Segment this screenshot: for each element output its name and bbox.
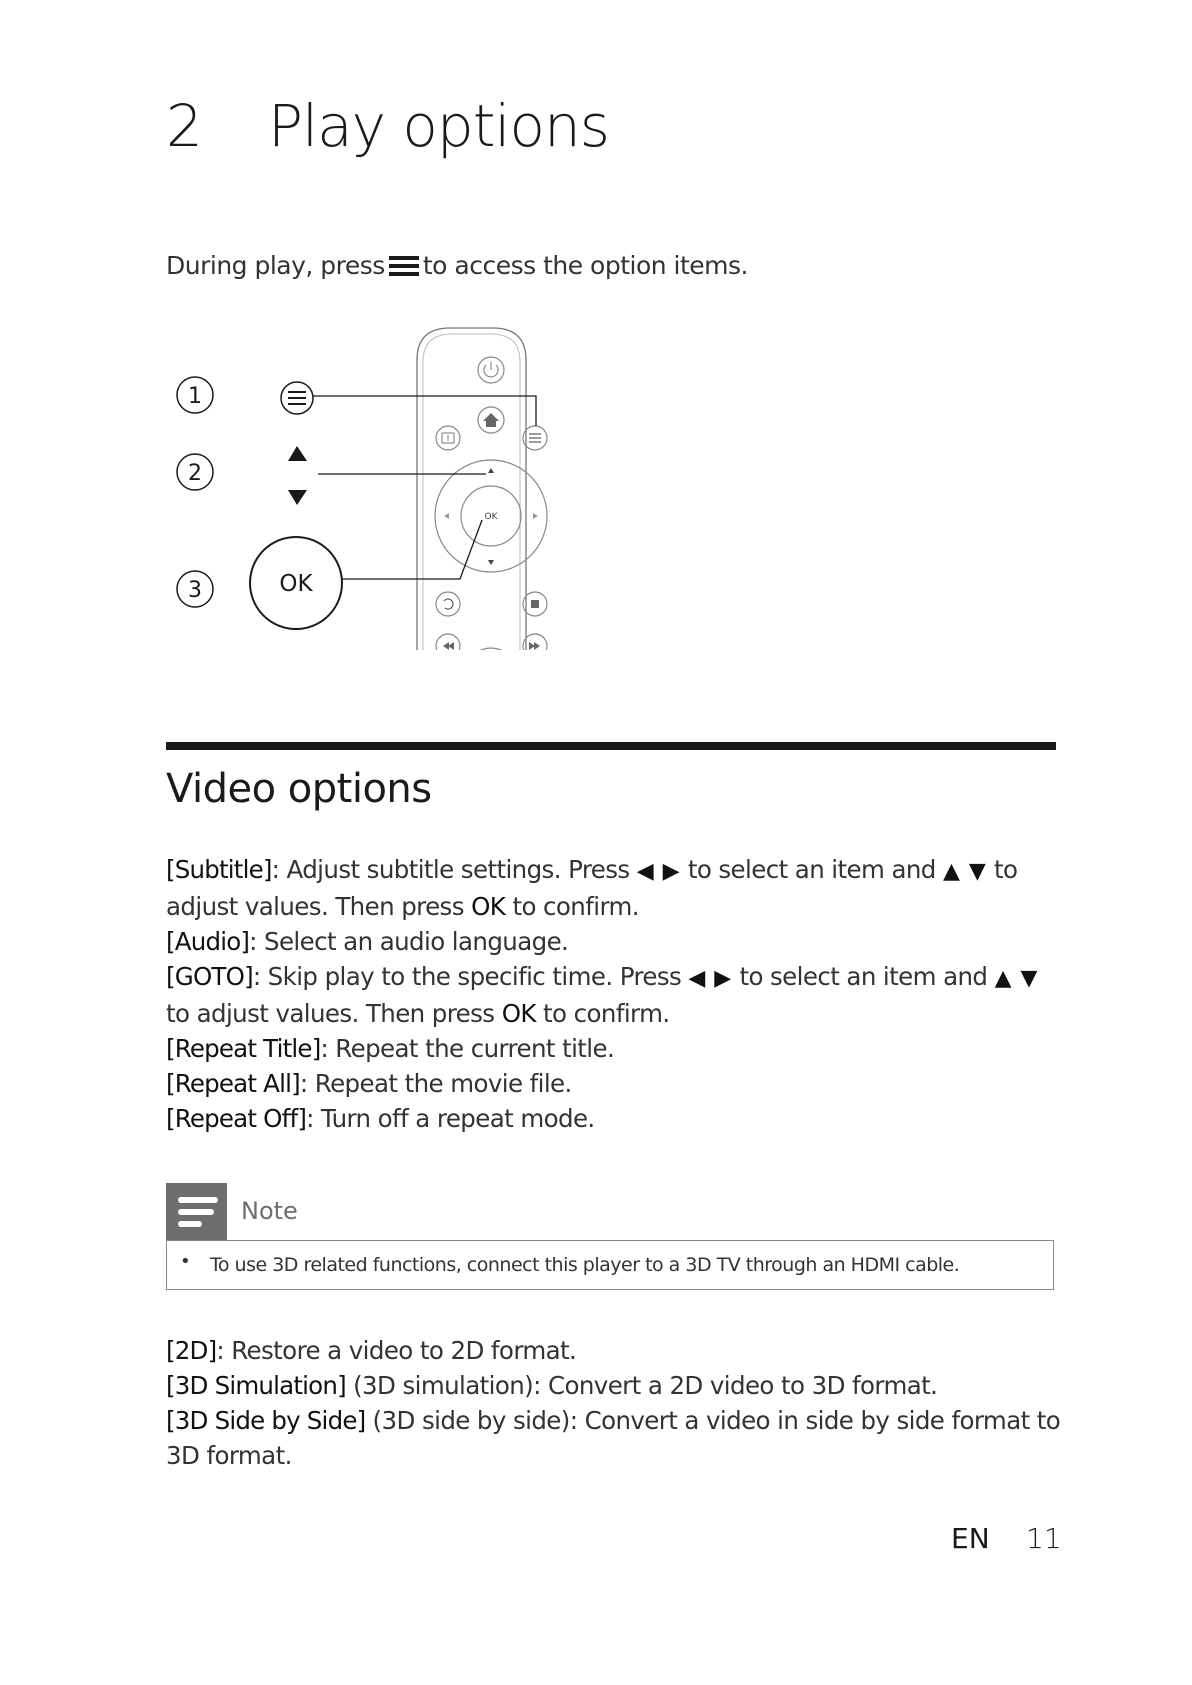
ok-label: OK: [279, 571, 313, 597]
option-key: [2D]: [166, 1336, 217, 1365]
menu-icon: [389, 254, 419, 283]
option-key: [Repeat Off]: [166, 1104, 307, 1133]
option-key: [Audio]: [166, 927, 250, 956]
left-right-arrows-icon: ◀ ▶: [636, 859, 681, 884]
footer-language: EN: [951, 1522, 990, 1555]
option-repeat-off: [Repeat Off]: Turn off a repeat mode.: [166, 1104, 595, 1133]
remote-control: [400, 328, 550, 660]
left-right-arrows-icon: ◀ ▶: [688, 966, 733, 991]
up-down-arrows-icon: ▲ ▼: [942, 859, 987, 884]
dpad-up-icon: [488, 468, 494, 473]
callout-3: [177, 571, 213, 607]
intro-after: to access the option items.: [422, 251, 749, 280]
option-goto: [GOTO]: Skip play to the specific time. Press ◀ ▶ to select an item and ▲ ▼ to adjust values. Then press OK to confirm.: [166, 962, 1039, 1028]
dpad-left-icon: [444, 513, 449, 519]
chapter-title: Play options: [268, 92, 610, 160]
page-number: 11: [1026, 1522, 1062, 1555]
option-key: [3D Simulation]: [166, 1371, 346, 1400]
up-arrow-icon: [288, 446, 307, 461]
note-bullet: •: [180, 1251, 191, 1272]
option-3d-simulation: [3D Simulation] (3D simulation): Convert a 2D video to 3D format.: [166, 1371, 938, 1400]
menu-button-icon: [281, 382, 313, 414]
ok-key: OK: [501, 999, 536, 1028]
callout-1-label: 1: [188, 384, 202, 409]
note-icon: [166, 1183, 227, 1240]
remote-diagram: [160, 320, 580, 660]
section-title: Video options: [166, 766, 432, 812]
note-label: Note: [241, 1197, 298, 1225]
callout-2-label: 2: [188, 461, 202, 486]
dpad-right-icon: [533, 513, 538, 519]
back-icon: [436, 592, 460, 616]
up-down-arrows-icon: ▲ ▼: [994, 966, 1039, 991]
section-divider: [166, 742, 1056, 750]
callout-2: [177, 454, 213, 490]
option-subtitle: [Subtitle]: Adjust subtitle settings. Press ◀ ▶ to select an item and ▲ ▼ to adjust values. Then press OK to confirm.: [166, 855, 1018, 921]
ok-button-callout: [250, 537, 342, 629]
down-arrow-icon: [288, 490, 307, 505]
home-icon: [478, 407, 504, 433]
chapter-number: 2: [166, 92, 202, 160]
callout-1: [177, 377, 213, 413]
option-repeat-title: [Repeat Title]: Repeat the current title.: [166, 1034, 615, 1063]
dpad-down-icon: [488, 560, 494, 565]
remote-ok-label: OK: [484, 512, 498, 522]
format-options-list: [166, 1333, 1066, 1473]
power-icon: [478, 357, 504, 383]
option-key: [3D Side by Side]: [166, 1406, 366, 1435]
option-key: [Repeat Title]: [166, 1034, 321, 1063]
info-icon: [436, 426, 460, 450]
option-2d: [2D]: Restore a video to 2D format.: [166, 1336, 577, 1365]
video-options-list: [166, 852, 1066, 1136]
option-3d-side-by-side: [3D Side by Side] (3D side by side): Convert a video in side by side format to 3D format.: [166, 1406, 1061, 1470]
intro-before: During play, press: [166, 251, 385, 280]
ok-key: OK: [471, 892, 506, 921]
option-repeat-all: [Repeat All]: Repeat the movie file.: [166, 1069, 572, 1098]
option-key: [Subtitle]: [166, 855, 272, 884]
option-audio: [Audio]: Select an audio language.: [166, 927, 569, 956]
callout-3-label: 3: [188, 578, 202, 603]
intro-text: [166, 251, 748, 283]
leader-line-menu: [313, 396, 536, 426]
leader-line-ok: [342, 520, 482, 579]
option-key: [GOTO]: [166, 962, 253, 991]
option-key: [Repeat All]: [166, 1069, 300, 1098]
note-text: To use 3D related functions, connect this player to a 3D TV through an HDMI cable.: [210, 1254, 960, 1276]
